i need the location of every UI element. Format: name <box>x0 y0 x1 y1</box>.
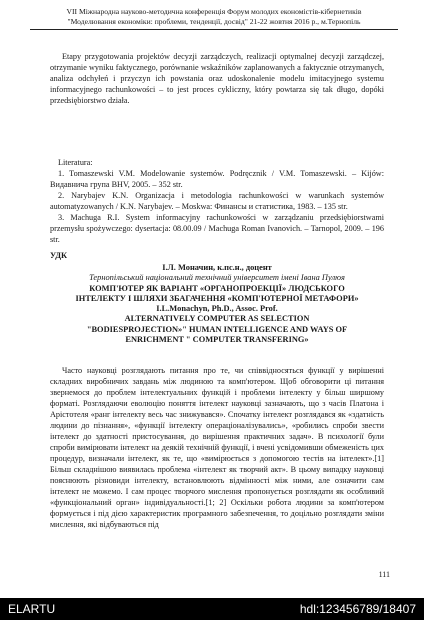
udk-label: УДК <box>50 251 68 260</box>
intro-paragraph: Etapy przygotowania projektów decyzji zarządczych, realizacji optymalnej decyzji zarządczej, otrzymanie wyniku faktycznego, porównanie wskaźników zaplanowanych a faktycznie otrzymanych, analiza odchyłeń i przyczyn ich powstania oraz udoskonalenie modelu imitacyjnego systemu informacyjnego rachunkowości – to jest proces cykliczny, który powtarza się tak długo, dopóki przedsiębiorstwo działa. <box>50 52 384 105</box>
handle-identifier[interactable]: hdl:123456789/18407 <box>299 602 416 616</box>
article-heading <box>50 263 384 345</box>
title-en-line-1: ALTERNATIVELY COMPUTER AS SELECTION <box>124 314 310 324</box>
header-line-conference: VII Міжнародна науково-методична конференція Форум молодих економістів-кібернетиків <box>66 7 362 16</box>
article-body-paragraph: Часто науковці розглядають питання про те, чи співвідносяться функції у вирішенні складних виробничих завдань між людиною та комп'ютером. Щоб обговорити ці питання звернемося до проблем інтелектуальних функцій і проблеми інтелекту у більш ширшому форматі. Розглядаючи еволюцію поняття інтелект науковці зазначають, що з часів Платона і Арістотеля «ранг інтелекту весь час знижувався». Спочатку інтелект розглядався як «здатність людини до пізнання», «функції інтелекту операціоналізувались», «робились спроби звести інтелект до здатності пристосування, до вирішення практичних задач». В психології були спроби вимірювати інтелект на деякій технічній функції, і вчені усвідомивши обмеженість цих процедур, визначали інтелект, як те, що «вимірюється з допомогою тестів на інтелект».[1] Більш складнішою виявилась проблема «інтелект як творчий акт». В цьому випадку науковці пояснюють різновиди інтелекту, встановлюють відмінності між ними, але означити сам інтелект не можемо. І сам процес творчого мислення пропонується розглядати як особливий «функціональний орган» індивідуальності.[1; 2] Оскільки робота людини за комп'ютером формується і під дією характеристик програмного забезпечення, то доцільно розглядати зміни мислення, які відбуваються під <box>50 366 384 529</box>
title-en-line-3: ENRICHMENT " COMPUTER TRANSFERING» <box>125 335 309 345</box>
repository-footer-bar <box>0 598 424 620</box>
author-ua: І.Л. Моначин, к.пс.н., доцент <box>162 263 272 272</box>
article-body-block <box>50 365 384 530</box>
title-en-line-2: "BODIESPROJECTION»" HUMAN INTELLIGENCE AND WAYS OF <box>86 324 348 334</box>
reference-item: 3. Machuga R.I. System informacyjny rachunkowości w zarządzaniu przedsiębiorstwami przemysłu spożywczego: dysertacja: 08.00.09 / Machuga Roman Ivanovich. – Tarnopol, 2009. – 196 str. <box>50 213 384 244</box>
intro-paragraph-block <box>50 51 384 106</box>
reference-item: 2. Narybajev K.N. Organizacja i metodologia rachunkowości w warunkach systemów automatyzowanych / K.N. Narybajev. – Moskwa: Финансы и статистика, 1983. – 135 str. <box>50 191 384 211</box>
references-label: Literatura: <box>58 158 93 167</box>
page-number: 111 <box>378 570 390 579</box>
title-ua-line-2: ІНТЕЛЕКТУ І ШЛЯХИ ЗБАГАЧЕННЯ «КОМП'ЮТЕРНОЇ МЕТАФОРИ» <box>75 293 359 303</box>
reference-item: 1. Tomaszewski V.M. Modelowanie systemów. Podręcznik / V.M. Tomaszewski. – Kijów: Видавнича група BHV, 2005. – 352 str. <box>50 169 384 189</box>
title-ua-line-1: КОМП'ЮТЕР ЯК ВАРІАНТ «ОРГАНОПРОЕКЦІЇ» ЛЮДСЬКОГО <box>89 283 345 293</box>
header-line-title-date: "Моделювання економіки: проблеми, тенденції, досвід" 21-22 жовтня 2016 р., м.Тернопіль <box>67 16 361 26</box>
repository-name: ELARTU <box>8 602 56 616</box>
references-block <box>50 157 384 245</box>
author-en: I.L.Monachyn, Ph.D., Assoc. Prof. <box>156 304 278 314</box>
affiliation: Тернопільський національний технічний університет імені Івана Пулюя <box>89 273 345 283</box>
running-header <box>30 7 398 30</box>
